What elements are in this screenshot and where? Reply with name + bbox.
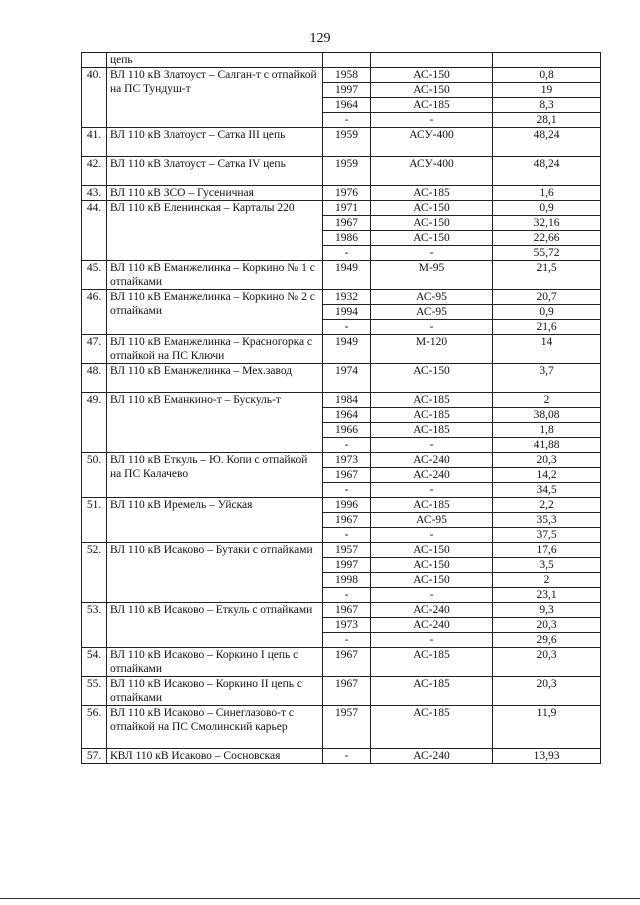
wire-brand [371,53,493,68]
line-name: ВЛ 110 кВ Иремель – Уйская [107,498,323,543]
line-length: 14 [493,335,601,364]
row-number: 48. [82,364,107,393]
wire-brand: - [371,438,493,453]
line-length: 20,3 [493,648,601,677]
line-length: 14,2 [493,468,601,483]
wire-brand: АС-185 [371,498,493,513]
table-body [82,53,601,764]
line-length: 2 [493,393,601,408]
wire-brand: АС-150 [371,573,493,588]
table-row [82,393,601,408]
table-row [82,648,601,677]
line-length: 29,6 [493,633,601,648]
row-number: 56. [82,706,107,749]
wire-brand: АС-150 [371,231,493,246]
commission-year: 1967 [323,216,371,231]
commission-year: - [323,528,371,543]
wire-brand: АС-150 [371,68,493,83]
commission-year: 1973 [323,453,371,468]
wire-brand: - [371,588,493,603]
line-length: 0,8 [493,68,601,83]
line-name: ВЛ 110 кВ Златоуст – Салган-т с отпайкой на ПС Тундуш-т [107,68,323,128]
line-length: 20,7 [493,290,601,305]
line-length: 48,24 [493,128,601,157]
line-length: 28,1 [493,113,601,128]
row-number: 42. [82,157,107,186]
commission-year: 1964 [323,408,371,423]
commission-year: 1997 [323,83,371,98]
line-name: ВЛ 110 кВ ЗСО – Гусеничная [107,186,323,201]
commission-year: 1994 [323,305,371,320]
table-row [82,128,601,157]
commission-year: 1967 [323,468,371,483]
row-number: 54. [82,648,107,677]
row-number: 43. [82,186,107,201]
line-name: ВЛ 110 кВ Исаково – Синеглазово-т с отпайкой на ПС Смолинский карьер [107,706,323,749]
commission-year: 1959 [323,128,371,157]
wire-brand: - [371,528,493,543]
table-row [82,261,601,290]
line-length: 37,5 [493,528,601,543]
wire-brand: АС-95 [371,305,493,320]
commission-year: 1949 [323,261,371,290]
wire-brand: АС-185 [371,393,493,408]
wire-brand: АС-240 [371,468,493,483]
row-number: 55. [82,677,107,706]
row-number: 49. [82,393,107,453]
wire-brand: АС-185 [371,648,493,677]
table-row [82,706,601,749]
wire-brand: - [371,483,493,498]
commission-year: 1959 [323,157,371,186]
row-number: 47. [82,335,107,364]
table-row [82,749,601,764]
line-length: 1,8 [493,423,601,438]
line-name: ВЛ 110 кВ Исаково – Коркино I цепь с отпайками [107,648,323,677]
commission-year: 1986 [323,231,371,246]
table-row [82,157,601,186]
line-length: 34,5 [493,483,601,498]
line-name: ВЛ 110 кВ Златоуст – Сатка III цепь [107,128,323,157]
line-length: 2,2 [493,498,601,513]
wire-brand: АС-240 [371,749,493,764]
line-length: 20,3 [493,677,601,706]
commission-year: 1958 [323,68,371,83]
wire-brand: АС-150 [371,364,493,393]
wire-brand: - [371,320,493,335]
line-length: 13,93 [493,749,601,764]
wire-brand: АС-95 [371,513,493,528]
table-row [82,677,601,706]
wire-brand: АС-150 [371,201,493,216]
line-length: 41,88 [493,438,601,453]
wire-brand: АС-150 [371,83,493,98]
wire-brand: АС-240 [371,618,493,633]
wire-brand: АС-185 [371,98,493,113]
row-number: 52. [82,543,107,603]
commission-year: 1967 [323,603,371,618]
line-length: 11,9 [493,706,601,749]
wire-brand: - [371,246,493,261]
line-length: 3,5 [493,558,601,573]
line-name: ВЛ 110 кВ Еленинская – Карталы 220 [107,201,323,261]
row-number: 51. [82,498,107,543]
line-name: ВЛ 110 кВ Еманжелинка – Мех.завод [107,364,323,393]
commission-year: 1974 [323,364,371,393]
commission-year: 1997 [323,558,371,573]
commission-year: 1957 [323,543,371,558]
line-length: 19 [493,83,601,98]
page-number: 129 [309,31,331,46]
row-number: 53. [82,603,107,648]
commission-year: 1976 [323,186,371,201]
commission-year: 1964 [323,98,371,113]
line-length: 9,3 [493,603,601,618]
table-row [82,364,601,393]
commission-year: - [323,483,371,498]
line-length: 21,5 [493,261,601,290]
line-name: цепь [107,53,323,68]
commission-year: 1998 [323,573,371,588]
wire-brand: АС-95 [371,290,493,305]
line-length: 3,7 [493,364,601,393]
commission-year: 1949 [323,335,371,364]
wire-brand: АС-240 [371,603,493,618]
row-number: 50. [82,453,107,498]
row-number: 57. [82,749,107,764]
table-row [82,53,601,68]
line-length: 23,1 [493,588,601,603]
line-name: ВЛ 110 кВ Исаково – Коркино II цепь с отпайками [107,677,323,706]
commission-year: 1984 [323,393,371,408]
wire-brand: - [371,633,493,648]
line-name: ВЛ 110 кВ Еманжелинка – Коркино № 1 с отпайками [107,261,323,290]
wire-brand: АС-240 [371,453,493,468]
commission-year: - [323,749,371,764]
wire-brand: АС-185 [371,408,493,423]
line-length: 35,3 [493,513,601,528]
line-name: ВЛ 110 кВ Еманжелинка – Красногорка с отпайкой на ПС Ключи [107,335,323,364]
line-length: 0,9 [493,305,601,320]
commission-year: 1967 [323,677,371,706]
table-row [82,498,601,513]
line-length: 8,3 [493,98,601,113]
commission-year: 1966 [323,423,371,438]
commission-year [323,53,371,68]
wire-brand: АС-185 [371,677,493,706]
line-length: 38,08 [493,408,601,423]
wire-brand: АСУ-400 [371,157,493,186]
line-length: 21,6 [493,320,601,335]
commission-year: - [323,438,371,453]
commission-year: 1973 [323,618,371,633]
commission-year: 1932 [323,290,371,305]
bottom-rule [0,898,640,899]
line-name: ВЛ 110 кВ Еткуль – Ю. Копи с отпайкой на ПС Калачево [107,453,323,498]
line-name: ВЛ 110 кВ Златоуст – Сатка IV цепь [107,157,323,186]
table-row [82,201,601,216]
power-lines-table [81,52,601,764]
wire-brand: - [371,113,493,128]
wire-brand: АС-150 [371,558,493,573]
line-length: 1,6 [493,186,601,201]
line-length: 48,24 [493,157,601,186]
line-name: ВЛ 110 кВ Еманкино-т – Бускуль-т [107,393,323,453]
table-row [82,603,601,618]
row-number: 46. [82,290,107,335]
row-number: 45. [82,261,107,290]
table-row [82,290,601,305]
wire-brand: АС-150 [371,543,493,558]
line-length: 32,16 [493,216,601,231]
commission-year: - [323,588,371,603]
wire-brand: М-120 [371,335,493,364]
line-name: ВЛ 110 кВ Исаково – Бутаки с отпайками [107,543,323,603]
table-row [82,453,601,468]
line-length: 0,9 [493,201,601,216]
table-row [82,543,601,558]
line-length: 22,66 [493,231,601,246]
wire-brand: АС-185 [371,706,493,749]
commission-year: - [323,246,371,261]
line-length: 17,6 [493,543,601,558]
commission-year: 1971 [323,201,371,216]
commission-year: 1996 [323,498,371,513]
row-number: 40. [82,68,107,128]
line-name: ВЛ 110 кВ Исаково – Еткуль с отпайками [107,603,323,648]
wire-brand: М-95 [371,261,493,290]
commission-year: - [323,113,371,128]
commission-year: 1967 [323,648,371,677]
line-length [493,53,601,68]
line-length: 2 [493,573,601,588]
table-row [82,68,601,83]
commission-year: 1957 [323,706,371,749]
line-length: 20,3 [493,618,601,633]
wire-brand: АСУ-400 [371,128,493,157]
wire-brand: АС-185 [371,186,493,201]
line-name: ВЛ 110 кВ Еманжелинка – Коркино № 2 с отпайками [107,290,323,335]
wire-brand: АС-150 [371,216,493,231]
row-number: 44. [82,201,107,261]
line-length: 55,72 [493,246,601,261]
row-number: 41. [82,128,107,157]
commission-year: - [323,320,371,335]
commission-year: - [323,633,371,648]
table-row [82,335,601,364]
line-name: КВЛ 110 кВ Исаково – Сосновская [107,749,323,764]
commission-year: 1967 [323,513,371,528]
wire-brand: АС-185 [371,423,493,438]
line-length: 20,3 [493,453,601,468]
table-row [82,186,601,201]
row-number [82,53,107,68]
